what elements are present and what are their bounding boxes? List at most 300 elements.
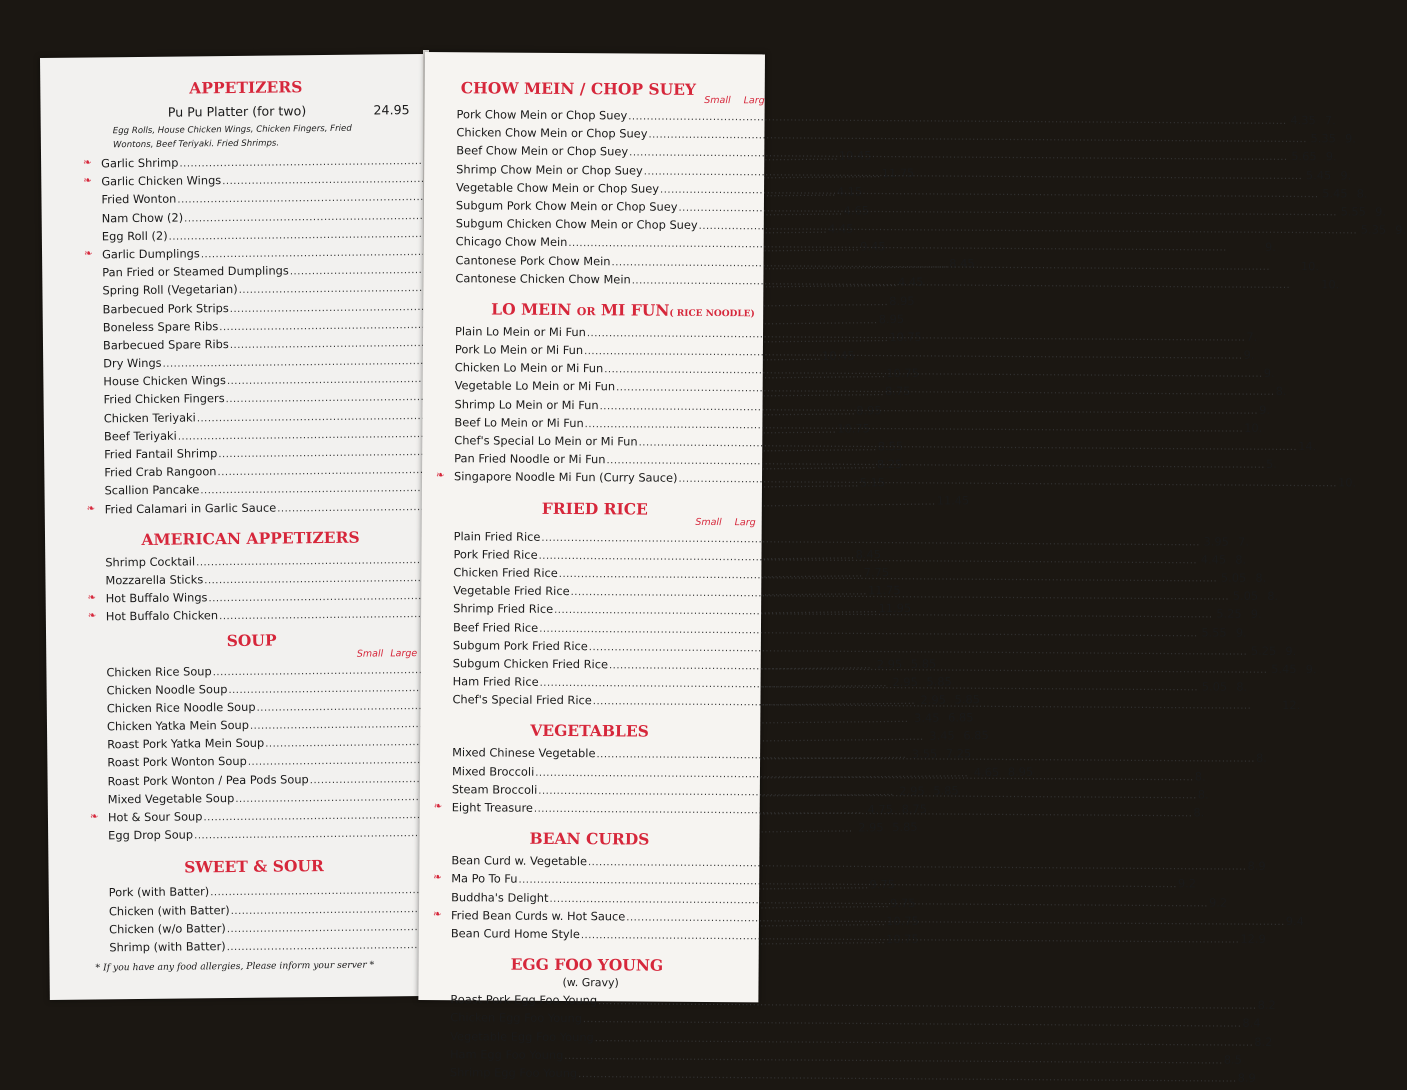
menu-item: [455, 251, 761, 271]
section-title: SWEET & SOUR: [88, 855, 419, 877]
item-price: 8.: [1256, 749, 1267, 767]
item-name: Chicken Chow Mein or Chop Suey: [456, 123, 647, 143]
menu-item: [454, 395, 754, 415]
menu-item: [452, 798, 758, 818]
item-price: 8.45: [855, 545, 881, 563]
item-name: Mozzarella Sticks: [105, 570, 203, 589]
small-price: 5.45: [1303, 166, 1331, 184]
item-name: Shrimp Cocktail: [105, 552, 195, 571]
small-price: 5.25: [1214, 605, 1242, 623]
item-price: 4.45: [898, 273, 924, 291]
section-soup: [106, 629, 419, 845]
item-price: 8.2: [1258, 996, 1276, 1014]
menu-page-right: [418, 52, 765, 1002]
item-name: Chicken Teriyaki: [104, 408, 196, 427]
item-name: Nam Chow (2): [102, 208, 184, 227]
small-price: 2.95: [853, 818, 883, 837]
item-name: Chicago Chow Mein: [456, 233, 568, 252]
item-name: Pan Fried or Steamed Dumplings: [102, 262, 289, 282]
large-label: Larg: [722, 517, 756, 529]
item-name: Fried Chicken Fingers: [103, 390, 224, 409]
menu-page-left: [40, 54, 435, 1000]
small-price: 2.95: [895, 782, 925, 801]
large-price: 9.: [1317, 148, 1337, 166]
section-title: BEAN CURDS: [451, 828, 779, 849]
item-name: Barbecued Pork Strips: [103, 299, 229, 319]
small-price: 5.55: [1338, 202, 1366, 220]
item-name: Hot Buffalo Chicken: [106, 606, 218, 625]
item-name: Subgum Chicken Chow Mein or Chop Suey: [456, 214, 698, 234]
menu-item: [454, 527, 760, 547]
item-name: Chicken (w/o Batter): [109, 919, 226, 938]
large-price: 6.85: [955, 726, 989, 745]
small-label: Small: [694, 516, 722, 528]
large-price: 9.: [1366, 203, 1386, 221]
item-name: Pan Fried Noodle or Mi Fun: [454, 449, 605, 468]
section-title: AMERICAN APPETIZERS: [85, 527, 416, 549]
dot-leader: [581, 925, 1240, 950]
menu-item: [456, 196, 762, 216]
item-name: Vegetable Lo Mein or Mi Fun: [455, 377, 616, 396]
large-label: Large: [383, 648, 417, 660]
item-name: Chicken Rice Noodle Soup: [107, 698, 256, 718]
item-price: 5.: [1266, 455, 1277, 473]
small-price: 5.05: [1230, 587, 1258, 605]
item-name: Chicken Yatka Mein Soup: [107, 716, 249, 736]
large-price: 8.75: [893, 800, 927, 819]
item-price: 8.95: [879, 310, 905, 328]
large-price: 8.: [1226, 550, 1246, 568]
item-name: Spring Roll (Vegetarian): [102, 280, 237, 300]
menu-item: [105, 497, 416, 518]
large-price: 7.25: [937, 745, 971, 764]
item-price: 8.25: [877, 455, 903, 473]
small-price: 5.55: [1199, 623, 1227, 641]
small-price: 3.45: [925, 727, 955, 746]
menu-item: [450, 1045, 756, 1065]
item-name: Ham Egg Foo Young: [450, 1045, 563, 1064]
item-name: Pork Lo Mein or Mi Fun: [455, 340, 583, 359]
item-name: Singapore Noodle Mi Fun (Curry Sauce): [454, 468, 678, 488]
item-name: Bean Curd w. Vegetable: [451, 851, 587, 870]
item-price: 8.95: [889, 291, 915, 309]
small-price: 2.95: [916, 690, 946, 709]
small-price: 5.05: [1199, 677, 1227, 695]
item-price: 8.95: [856, 401, 882, 419]
item-name: Chicken (with Batter): [109, 901, 230, 920]
pu-pu-platter: [100, 99, 411, 124]
item-name: Pork Fried Rice: [453, 545, 537, 564]
item-name: Garlic Dumplings: [102, 244, 200, 263]
large-price: 5.85: [883, 818, 917, 837]
chili-pepper-icon: ❧: [88, 608, 102, 626]
item-name: Egg Roll (2): [102, 226, 168, 245]
small-price: 5.35: [1308, 129, 1336, 147]
menu-item: [454, 431, 754, 451]
vegetable-list: [452, 744, 780, 819]
section-title: CHOW MEIN / CHOP SUEY: [457, 78, 785, 99]
item-price: 8.: [1195, 767, 1206, 785]
large-price: 9.: [1242, 605, 1262, 623]
item-name: Buddha's Delight: [451, 888, 549, 907]
menu-item: [453, 654, 759, 674]
menu-item: [450, 1027, 756, 1047]
item-price: 7.: [1246, 328, 1257, 346]
item-name: Hot Buffalo Wings: [106, 588, 208, 607]
item-price: 9.: [1264, 364, 1275, 382]
item-name: Shrimp Lo Mein or Mi Fun: [454, 395, 598, 414]
menu-item: [456, 160, 762, 180]
appetizer-list: [101, 151, 416, 518]
section-chow-mein: [455, 78, 784, 289]
item-name: Shrimp (with Batter): [109, 937, 226, 956]
large-price: 9.: [1296, 660, 1316, 678]
large-price: 10.: [1299, 257, 1319, 275]
large-price: 8.: [1347, 184, 1367, 202]
item-price: 14.: [1298, 437, 1316, 455]
item-price: 9.75: [870, 875, 896, 893]
menu-item: [109, 935, 420, 956]
item-name: Chicken Fried Rice: [453, 563, 558, 582]
item-name: Pork (with Batter): [109, 883, 210, 902]
item-name: Egg Drop Soup: [108, 826, 193, 845]
item-price: 10.45: [839, 146, 872, 165]
chow-mein-list: [455, 105, 784, 289]
item-name: Garlic Chicken Wings: [101, 171, 221, 190]
menu-item: [451, 888, 757, 908]
section-lo-mein: [454, 299, 783, 488]
menu-item: [450, 1063, 756, 1083]
platter-desc-line: Egg Rolls, House Chicken Wings, Chicken Fingers, Fried: [113, 121, 412, 138]
title-mi-fun: MI FUN: [601, 300, 670, 319]
large-price: 9.: [1331, 166, 1351, 184]
large-price: 5.85: [902, 654, 936, 673]
title-rice-noodle: ( RICE NOODLE): [669, 309, 754, 320]
item-price: 8.: [1276, 382, 1287, 400]
dot-leader: [678, 469, 1337, 494]
dot-leader: [578, 1064, 1237, 1089]
item-name: Cantonese Pork Chow Mein: [455, 251, 610, 270]
large-price: 5.85: [918, 672, 952, 691]
item-price: 10.75: [889, 328, 922, 347]
small-price: 5.35: [1358, 221, 1386, 239]
item-name: Fried Crab Rangoon: [104, 462, 216, 481]
item-name: Boneless Spare Ribs: [103, 317, 219, 336]
dot-leader: [593, 691, 1252, 716]
small-price: 5.45: [1319, 184, 1347, 202]
menu-item: [452, 762, 758, 782]
item-name: Mixed Broccoli: [452, 762, 534, 781]
item-price: 4.15: [837, 183, 863, 201]
item-name: Fried Wonton: [101, 190, 176, 209]
menu-item: [451, 870, 757, 890]
small-price: 4.35: [1288, 111, 1316, 129]
item-price: 8.75: [885, 382, 911, 400]
item-name: Shrimp Chow Mein or Chop Suey: [456, 160, 643, 180]
item-price: 10.: [1338, 474, 1356, 492]
item-price: 5.15: [860, 474, 886, 492]
item-name: Dry Wings: [103, 354, 162, 373]
section-american-appetizers: [105, 527, 417, 626]
large-price: 7.: [1229, 532, 1249, 550]
item-price: 9.75: [890, 893, 916, 911]
section-sweet-sour: [108, 855, 420, 956]
menu-item: [453, 618, 759, 638]
large-price: 7.: [1316, 111, 1336, 129]
large-price: 12.: [1280, 696, 1300, 714]
menu-item: [452, 690, 758, 710]
lo-mein-list: [454, 322, 783, 488]
item-name: Chef's Special Fried Rice: [452, 690, 591, 709]
allergy-note: * If you have any food allergies, Please inform your server *: [93, 959, 420, 973]
item-name: Subgum Pork Fried Rice: [453, 636, 588, 655]
section-subtitle: (w. Gravy): [450, 975, 778, 990]
item-price: 8.4: [1242, 1014, 1260, 1032]
small-price: 4.75: [863, 800, 893, 819]
section-title: APPETIZERS: [80, 76, 411, 98]
chili-pepper-icon: ❧: [90, 808, 104, 826]
section-bean-curds: [451, 828, 780, 944]
large-price: 8.: [1246, 569, 1266, 587]
egg-foo-young-list: [450, 990, 779, 1083]
menu-item: [454, 468, 754, 488]
item-name: Cantonese Chicken Chow Mein: [455, 269, 630, 288]
item-name: Roast Pork Egg Foo Young: [450, 990, 597, 1009]
item-name: Beef Lo Mein or Mi Fun: [454, 413, 583, 432]
menu-item: [455, 269, 761, 289]
item-price: 10.75: [886, 912, 919, 931]
chili-pepper-icon: ❧: [83, 173, 97, 191]
section-egg-foo-young: [450, 954, 779, 1083]
item-name: Fried Fantail Shrimp: [104, 444, 217, 463]
large-price: 9.: [1276, 642, 1296, 660]
item-name: Ham Fried Rice: [453, 672, 539, 691]
item-name: Subgum Pork Chow Mein or Chop Suey: [456, 196, 678, 216]
menu-item: [453, 636, 759, 656]
soup-list: [106, 660, 419, 845]
item-price: 9.4: [1286, 912, 1304, 930]
item-name: Steam Broccoli: [452, 780, 538, 799]
small-price: 5.05: [1218, 568, 1246, 586]
small-price: 4.65: [969, 763, 999, 782]
item-name: Chef's Special Lo Mein or Mi Fun: [454, 431, 637, 450]
item-name: Plain Lo Mein or Mi Fun: [455, 322, 586, 341]
large-label: Larg: [731, 95, 765, 107]
menu-item: [456, 123, 762, 143]
menu-item: [456, 178, 762, 198]
item-price: 4.65: [843, 201, 869, 219]
sweet-sour-list: [109, 880, 421, 956]
small-price: 3.95: [1201, 532, 1229, 550]
item-name: Ma Po To Fu: [451, 870, 517, 889]
item-price: 11.75: [868, 581, 901, 600]
item-name: Garlic Shrimp: [101, 154, 179, 173]
item-price: 4.45: [828, 219, 854, 237]
item-name: Subgum Chicken Fried Rice: [453, 654, 608, 673]
menu-item: [453, 581, 759, 601]
small-price: 5.65: [1289, 147, 1317, 165]
item-name: Pu Pu Platter (for two): [100, 100, 373, 125]
item-price: 7.75: [864, 563, 890, 581]
section-vegetables: [452, 721, 781, 819]
section-appetizers: [100, 76, 416, 518]
item-name: Vegetable Fried Rice: [453, 581, 570, 600]
item-name: Eight Treasure: [452, 798, 533, 817]
item-price: 9.45: [860, 237, 886, 255]
large-price: 9.: [1256, 238, 1276, 256]
menu-item: [451, 851, 757, 871]
large-price: 6.85: [939, 708, 973, 727]
item-price: 8.55: [878, 437, 904, 455]
platter-desc-line: Wontons, Beef Teriyaki. Fried Shrimps.: [113, 135, 412, 152]
item-name: Beef Chow Mein or Chop Suey: [456, 142, 628, 161]
item-price: 8.9: [1238, 1069, 1256, 1087]
american-appetizer-list: [105, 550, 417, 626]
item-price: 12.9: [1240, 930, 1266, 948]
menu-item: [455, 340, 755, 360]
large-price: 9.: [1386, 221, 1406, 239]
menu-item: [456, 214, 762, 234]
section-title: FRIED RICE: [454, 498, 782, 519]
chili-pepper-icon: ❧: [436, 467, 450, 485]
section-fried-rice: [452, 498, 781, 711]
small-price: 2.95: [872, 655, 902, 674]
menu-item: [106, 604, 417, 625]
item-price: 10.75: [886, 364, 919, 383]
small-label: Small: [703, 95, 731, 107]
dot-leader: [632, 270, 1291, 295]
section-title: VEGETABLES: [452, 721, 780, 742]
menu-item: [456, 142, 762, 162]
menu-item: [455, 377, 755, 397]
large-price: 9.: [1227, 623, 1247, 641]
item-name: Bean Curd Home Style: [451, 924, 580, 943]
menu-item: [457, 105, 763, 125]
large-price: 5.85: [925, 781, 959, 800]
item-name: Chicken Rice Soup: [106, 662, 211, 681]
large-price: 8.: [1227, 678, 1247, 696]
menu-item: [456, 233, 762, 253]
item-price: 8.2: [1254, 1032, 1272, 1050]
menu-item: [455, 322, 755, 342]
chili-pepper-icon: ❧: [88, 590, 102, 608]
item-name: Mixed Vegetable Soup: [108, 789, 235, 809]
section-title: EGG FOO YOUNG: [451, 954, 779, 975]
item-name: Roast Pork Wonton / Pea Pods Soup: [107, 770, 308, 790]
item-price: 8.9: [1247, 857, 1265, 875]
item-price: 9.2: [1178, 875, 1196, 893]
chili-pepper-icon: ❧: [84, 245, 98, 263]
item-name: Shrimp Fried Rice: [453, 600, 553, 619]
chili-pepper-icon: ❧: [434, 798, 448, 816]
item-price: 8.45: [949, 254, 975, 272]
small-price: 5.45: [1268, 660, 1296, 678]
item-name: Beef Fried Rice: [453, 618, 538, 637]
item-name: Plain Fried Rice: [454, 527, 541, 546]
item-price: 9.: [1259, 400, 1270, 418]
small-price: 4.45: [1198, 550, 1226, 568]
title-or: OR: [577, 305, 596, 318]
menu-item: [450, 1009, 756, 1029]
item-name: Scallion Pancake: [104, 481, 199, 500]
item-price: 8.: [1198, 785, 1209, 803]
menu-item: [450, 990, 756, 1010]
fried-rice-list: [452, 527, 781, 711]
item-name: Hot & Sour Soup: [108, 807, 203, 826]
item-name: Vegetable Egg Foo Young: [450, 1027, 594, 1046]
large-price: 10.: [1319, 275, 1339, 293]
item-price: 11.45: [937, 491, 970, 510]
dot-leader: [534, 799, 1193, 824]
item-price: 10.75: [886, 930, 919, 949]
chili-pepper-icon: ❧: [83, 154, 97, 172]
item-name: Beef Teriyaki: [104, 426, 177, 445]
title-lo-mein: LO MEIN: [491, 299, 571, 319]
small-price: 5.25: [1248, 641, 1276, 659]
item-price: 10.: [1244, 419, 1262, 437]
menu-item: [451, 906, 757, 926]
item-name: Fried Bean Curds w. Hot Sauce: [451, 906, 625, 925]
item-name: Chicken Egg Foo Young: [450, 1009, 582, 1028]
chili-pepper-icon: ❧: [433, 906, 447, 924]
small-label: Small: [353, 648, 383, 660]
item-name: Barbecued Spare Ribs: [103, 335, 229, 355]
menu-item: [452, 780, 758, 800]
item-price: 9.: [1244, 346, 1255, 364]
item-price: 11.95: [878, 599, 911, 618]
item-name: Chicken Lo Mein or Mi Fun: [455, 358, 604, 377]
menu-item: [453, 563, 759, 583]
item-price: 10.75: [837, 419, 870, 438]
menu-item: [455, 358, 755, 378]
section-title: [455, 299, 783, 320]
item-name: Shrimp Egg Foo Young: [450, 1063, 577, 1082]
menu-item: [454, 413, 754, 433]
platter-description: [101, 121, 412, 152]
menu-item: [453, 600, 759, 620]
item-price: 24.95: [373, 99, 411, 121]
menu-item: [452, 744, 758, 764]
menu-item: [453, 672, 759, 692]
menu-item: [453, 545, 759, 565]
item-price: 8.5: [1224, 1050, 1242, 1068]
item-name: Roast Pork Wonton Soup: [107, 752, 247, 772]
small-price: 3.45: [909, 709, 939, 728]
menu-item: [108, 823, 419, 844]
chili-pepper-icon: ❧: [433, 869, 447, 887]
item-price: 10.45: [822, 347, 855, 366]
item-price: 11.75: [882, 164, 915, 183]
large-price: 8.: [1258, 587, 1278, 605]
large-price: 5.85: [946, 690, 980, 709]
large-price: 8.95: [999, 762, 1033, 781]
item-name: House Chicken Wings: [103, 371, 226, 390]
small-price: 2.95: [888, 673, 918, 692]
section-title: SOUP: [86, 629, 417, 651]
chili-pepper-icon: ❧: [87, 500, 101, 518]
menu-item: [451, 924, 757, 944]
large-price: 9.: [1336, 130, 1356, 148]
bean-curd-list: [451, 851, 780, 944]
small-price: 3.55: [907, 745, 937, 764]
menu-item: [454, 449, 754, 469]
item-name: Roast Pork Yatka Mein Soup: [107, 734, 264, 754]
item-name: Fried Calamari in Garlic Sauce: [105, 498, 277, 518]
item-price: 8.: [1193, 803, 1204, 821]
item-price: 9.2: [1209, 893, 1227, 911]
item-name: Vegetable Chow Mein or Chop Suey: [456, 178, 659, 198]
item-name: Pork Chow Mein or Chop Suey: [457, 105, 628, 124]
